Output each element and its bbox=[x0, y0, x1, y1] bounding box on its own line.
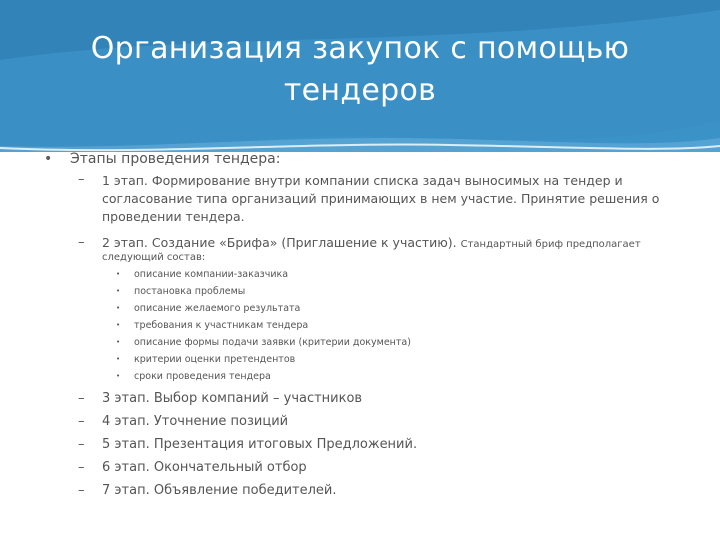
dash-marker: – bbox=[78, 460, 85, 475]
stage-4: 4 этап. Уточнение позиций bbox=[102, 414, 289, 429]
sub-bullet: • bbox=[116, 372, 121, 380]
stage-6: 6 этап. Окончательный отбор bbox=[102, 460, 307, 475]
brief-item: сроки проведения тендера bbox=[134, 371, 271, 382]
stage-3: 3 этап. Выбор компаний – участников bbox=[102, 391, 363, 406]
slide-title: Организация закупок с помощью тендеров bbox=[90, 31, 630, 108]
bullet-heading: Этапы проведения тендера: bbox=[70, 151, 281, 167]
sub-bullet: • bbox=[116, 355, 121, 363]
brief-item: критерии оценки претендентов bbox=[134, 354, 296, 365]
brief-item: требования к участникам тендера bbox=[134, 320, 309, 331]
bullet-dot: • bbox=[44, 151, 53, 167]
sub-bullet: • bbox=[116, 321, 121, 329]
sub-bullet: • bbox=[116, 338, 121, 346]
dash-marker: – bbox=[78, 483, 85, 498]
dash-marker: – bbox=[78, 172, 85, 187]
stage-5: 5 этап. Презентация итоговых Предложений. bbox=[102, 437, 418, 452]
dash-marker: – bbox=[78, 391, 85, 406]
dash-marker: – bbox=[78, 235, 85, 250]
brief-item: описание желаемого результата bbox=[134, 303, 301, 314]
stage-1: 1 этап. Формирование внутри компании списка задач выносимых на тендер и согласование типа организаций принимающих в нем участие. Принятие решения о проведении тендера. bbox=[102, 173, 660, 224]
sub-bullet: • bbox=[116, 270, 121, 278]
stage-2-small: Стандартный бриф предполагает bbox=[460, 239, 641, 250]
sub-bullet: • bbox=[116, 304, 121, 312]
stage-7: 7 этап. Объявление победителей. bbox=[102, 483, 337, 498]
dash-marker: – bbox=[78, 437, 85, 452]
brief-item: постановка проблемы bbox=[134, 286, 246, 297]
stage-2-main: 2 этап. Создание «Брифа» (Приглашение к участию). bbox=[102, 235, 457, 250]
brief-item: описание компании-заказчика bbox=[134, 269, 289, 280]
brief-item: описание формы подачи заявки (критерии документа) bbox=[134, 337, 411, 348]
sub-bullet: • bbox=[116, 287, 121, 295]
stage-2-cont: следующий состав: bbox=[102, 252, 206, 263]
dash-marker: – bbox=[78, 414, 85, 429]
